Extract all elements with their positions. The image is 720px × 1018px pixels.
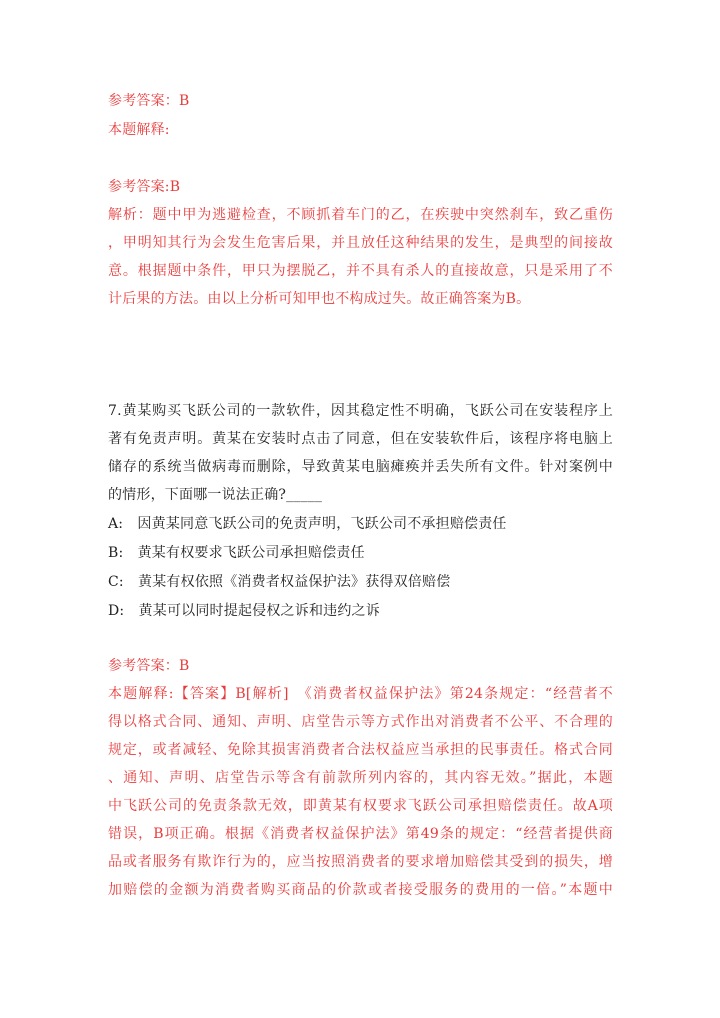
explanation-line: 中飞跃公司的免责条款无效，即黄某有权要求飞跃公司承担赔偿责任。故A项 — [108, 798, 613, 814]
explanation-line: 加赔偿的金额为消费者购买商品的价款或者接受服务的费用的一倍。”本题中 — [108, 882, 613, 898]
explanation-line: 品或者服务有欺诈行为的，应当按照消费者的要求增加赔偿其受到的损失，增 — [108, 854, 613, 870]
question-text-line: 7.黄某购买飞跃公司的一款软件，因其稳定性不明确，飞跃公司在安装程序上 — [108, 403, 613, 419]
explanation-line: 错误，B项正确。根据《消费者权益保护法》第49条的规定：“经营者提供商 — [108, 826, 613, 842]
explanation-line: 、通知、声明、店堂告示等含有前款所列内容的，其内容无效。”据此，本题 — [108, 770, 613, 786]
explanation-line: 得以格式合同、通知、声明、店堂告示等方式作出对消费者不公平、不合理的 — [108, 714, 613, 730]
option-d: D: 黄某可以同时提起侵权之诉和违约之诉 — [108, 603, 380, 619]
question-text-line: 的情形，下面哪一说法正确?_____ — [108, 487, 323, 503]
option-a: A: 因黄某同意飞跃公司的免责声明，飞跃公司不承担赔偿责任 — [108, 516, 507, 532]
answer-line-2: 参考答案:B — [108, 179, 181, 195]
explanation-label-1: 本题解释: — [108, 122, 170, 138]
explanation-line: 解析：题中甲为逃避检查，不顾抓着车门的乙，在疾驶中突然刹车，致乙重伤 — [108, 207, 613, 223]
explanation-line: 规定，或者减轻、免除其损害消费者合法权益应当承担的民事责任。格式合同 — [108, 742, 613, 758]
question-text-line: 储存的系统当做病毒而删除，导致黄某电脑瘫痪并丢失所有文件。针对案例中 — [108, 459, 613, 475]
explanation-line: 本题解释:【答案】B[解析] 《消费者权益保护法》第24条规定：“经营者不 — [108, 686, 613, 702]
explanation-line: 计后果的方法。由以上分析可知甲也不构成过失。故正确答案为B。 — [108, 291, 531, 307]
explanation-line: ，甲明知其行为会发生危害后果，并且放任这种结果的发生，是典型的间接故 — [108, 235, 613, 251]
question-text-line: 著有免责声明。黄某在安装时点击了同意，但在安装软件后，该程序将电脑上 — [108, 431, 613, 447]
option-c: C: 黄某有权依照《消费者权益保护法》获得双倍赔偿 — [108, 574, 451, 590]
explanation-line: 意。根据题中条件，甲只为摆脱乙，并不具有杀人的直接故意，只是采用了不 — [108, 263, 613, 279]
option-b: B: 黄某有权要求飞跃公司承担赔偿责任 — [108, 545, 365, 561]
answer-line-3: 参考答案：B — [108, 658, 190, 674]
answer-line-1: 参考答案：B — [108, 93, 190, 109]
